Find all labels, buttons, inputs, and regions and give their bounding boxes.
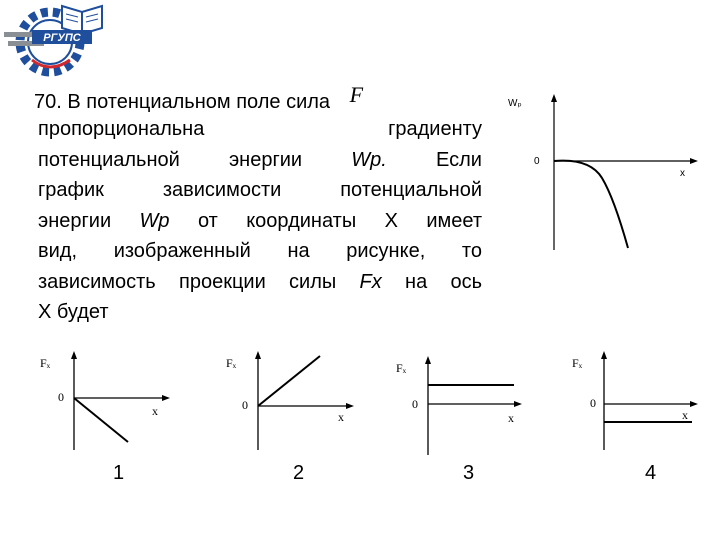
word: от: [197, 209, 218, 232]
x-axis-arrow: [162, 395, 170, 401]
word: координаты: [246, 209, 357, 232]
y-axis-label: Fₓ: [572, 356, 583, 370]
text-line: [38, 236, 482, 267]
word: вид,: [38, 240, 78, 262]
text-line: [38, 114, 482, 145]
text-line: [38, 267, 482, 298]
potential-curve: [554, 161, 628, 248]
word: зависимость: [38, 270, 156, 293]
word: Wp: [139, 209, 170, 232]
word: потенциальной: [340, 179, 482, 201]
word: Если: [436, 148, 482, 171]
question-body: [38, 114, 482, 328]
question-lead: В потенциальном поле сила: [67, 91, 331, 113]
word: проекции: [179, 270, 266, 293]
logo-text: РГУПС: [43, 32, 81, 44]
y-axis-label: Fₓ: [226, 356, 237, 370]
text-line: [38, 175, 482, 206]
x-axis-label: x: [682, 408, 688, 422]
book-icon: [62, 6, 102, 34]
word: график: [38, 179, 104, 201]
x-axis-label: x: [338, 410, 344, 424]
y-axis-arrow: [71, 351, 77, 359]
word: потенциальной: [38, 148, 180, 171]
word: энергии: [228, 148, 303, 171]
word: имеет: [426, 209, 483, 232]
x-axis-label: x: [508, 411, 514, 425]
option-graph-2: [222, 345, 362, 455]
option-graph-1: [36, 345, 176, 455]
option-number-1[interactable]: 1: [113, 462, 125, 484]
text-line: [38, 206, 482, 237]
word: изображенный: [113, 240, 251, 262]
word: силы: [289, 270, 337, 293]
word: Fx: [359, 270, 382, 293]
word: Х: [384, 209, 398, 232]
y-axis-arrow: [601, 351, 607, 359]
word: рисунке,: [346, 240, 426, 262]
option-graph-4: [570, 345, 710, 455]
x-axis-arrow: [346, 403, 354, 409]
word: ось: [450, 270, 483, 293]
word: градиенту: [388, 118, 482, 140]
word: Wp.: [351, 148, 387, 171]
main-graph: [500, 90, 710, 260]
y-axis-label: Fₓ: [396, 361, 407, 375]
y-axis-arrow: [255, 351, 261, 359]
word: пропорциональна: [38, 118, 205, 140]
origin-label: 0: [534, 156, 540, 167]
question-first-line: [34, 82, 364, 114]
word: зависимости: [162, 179, 282, 201]
word: энергии: [38, 209, 112, 232]
word: то: [461, 240, 482, 262]
y-axis-arrow: [551, 94, 557, 102]
x-axis-arrow: [690, 401, 698, 407]
x-axis-label: x: [680, 168, 685, 179]
y-axis-label: Fₓ: [40, 356, 51, 370]
word: на: [405, 270, 428, 293]
origin-label: 0: [242, 398, 248, 412]
origin-label: 0: [58, 390, 64, 404]
origin-label: 0: [412, 397, 418, 411]
option-graph-3: [394, 350, 534, 460]
y-axis-arrow: [425, 356, 431, 364]
x-axis-arrow: [514, 401, 522, 407]
university-logo: [4, 2, 114, 82]
word: будет: [56, 301, 109, 323]
force-symbol: F: [349, 82, 364, 107]
word: на: [287, 240, 310, 262]
y-axis-label: Wₚ: [508, 98, 522, 109]
option-number-3[interactable]: 3: [463, 462, 475, 484]
x-axis-arrow: [690, 158, 698, 164]
option-number-2[interactable]: 2: [293, 462, 305, 484]
origin-label: 0: [590, 396, 596, 410]
x-axis-label: x: [152, 404, 158, 418]
force-line: [74, 398, 128, 442]
text-line: [38, 297, 482, 328]
text-line: [38, 145, 482, 176]
force-line: [258, 356, 320, 406]
word: Х: [38, 301, 52, 323]
question-number: 70.: [34, 91, 62, 113]
option-number-4[interactable]: 4: [645, 462, 657, 484]
